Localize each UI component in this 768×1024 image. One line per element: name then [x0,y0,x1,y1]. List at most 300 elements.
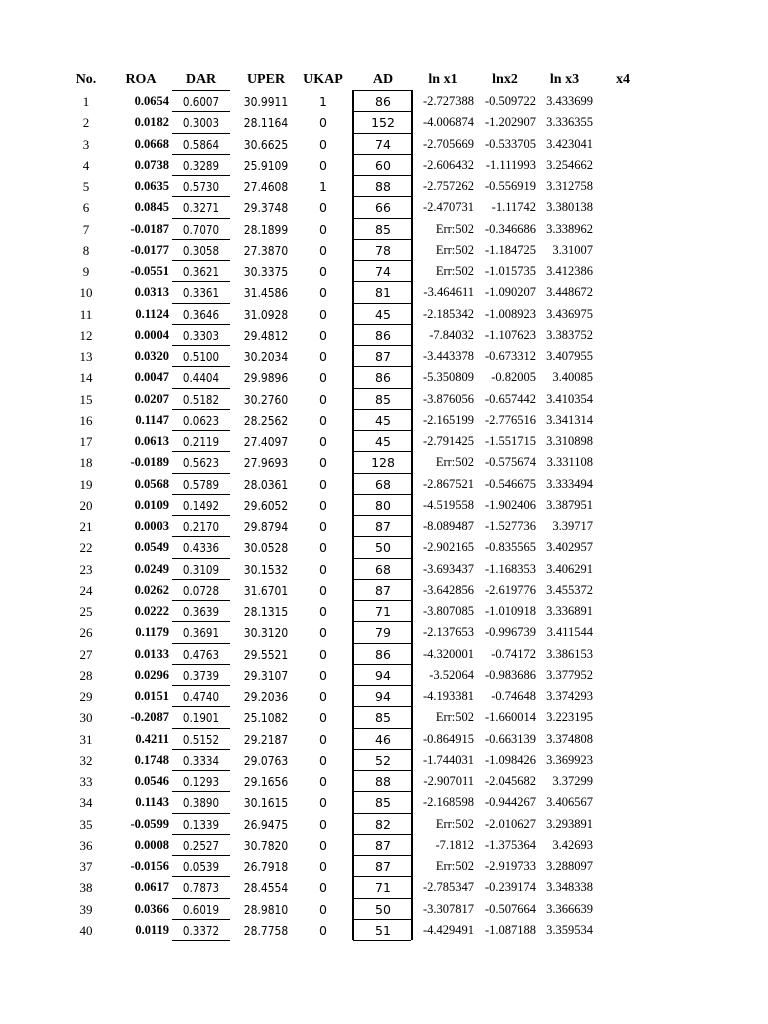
cell-lnx2: -1.087188 [484,922,536,937]
row-divider [353,685,411,686]
cell-ad: 60 [375,157,391,173]
cell-ukap: 0 [319,795,327,811]
cell-ukap: 1 [319,94,327,109]
cell-ukap: 0 [319,136,327,152]
row-divider [353,919,411,920]
cell-ukap: 0 [319,455,327,471]
row-divider [172,451,230,452]
cell-lnx3: 3.338962 [546,221,593,236]
cell-roa: 0.0654 [134,94,169,108]
row-divider [172,175,230,176]
cell-lnx2: -1.527736 [484,519,536,533]
cell-lnx1: -7.1812 [435,837,474,852]
cell-lnx1: -4.519558 [422,497,474,512]
row-divider [172,876,230,877]
cell-roa: 0.0549 [134,540,169,555]
cell-ad: 51 [375,922,391,938]
cell-lnx2: -0.82005 [491,370,536,385]
cell-dar: 0.4763 [182,646,220,662]
cell-uper: 28.0361 [243,476,289,492]
cell-ukap: 0 [319,476,327,492]
row-divider [353,281,411,282]
cell-ukap: 0 [319,391,327,407]
cell-ukap: 0 [319,667,327,683]
cell-lnx3: 3.387951 [546,497,593,512]
cell-lnx3: 3.410354 [546,391,593,406]
cell-lnx3: 3.223195 [546,710,593,725]
cell-lnx1: -2.727388 [422,94,474,108]
cell-roa: 0.0003 [134,519,169,533]
cell-roa: 0.0262 [134,582,169,597]
cell-no: 11 [79,306,93,322]
cell-lnx3: 3.359534 [546,922,593,937]
cell-lnx3: 3.336891 [546,604,593,618]
cell-lnx2: -1.375364 [484,837,536,852]
cell-ukap: 0 [319,774,327,789]
cell-uper: 28.9810 [243,901,289,917]
cell-lnx3: 3.412386 [546,264,593,278]
cell-lnx3: 3.366639 [546,901,593,916]
cell-lnx2: -2.010627 [484,816,536,831]
cell-lnx1: -3.443378 [422,349,474,363]
cell-ad: 71 [375,880,391,896]
row-divider [353,749,411,750]
cell-roa: 0.0845 [134,200,169,215]
cell-lnx2: -0.546675 [484,476,536,491]
cell-uper: 30.2760 [243,391,289,407]
header-lnx1: ln x1 [428,72,458,87]
cell-lnx3: 3.406567 [546,795,593,810]
cell-lnx1: -2.757262 [422,179,474,193]
row-divider [353,409,411,410]
cell-lnx2: -2.919733 [484,859,536,873]
cell-lnx1: -2.867521 [422,476,474,491]
cell-lnx2: -0.996739 [484,625,536,640]
cell-roa: 0.1748 [134,752,169,767]
cell-roa: 0.0222 [134,604,169,618]
table-row [0,282,768,303]
cell-no: 5 [82,179,90,194]
row-divider [172,303,230,304]
cell-dar: 0.5182 [182,391,220,407]
cell-lnx1: -3.464611 [423,285,474,300]
cell-ukap: 0 [319,221,327,237]
cell-roa: 0.0613 [134,434,169,448]
cell-lnx1: -2.785347 [422,880,474,895]
cell-uper: 28.7758 [243,922,289,938]
cell-ad: 46 [375,731,391,747]
cell-roa: 0.0320 [134,349,169,363]
row-divider [353,813,411,814]
cell-roa: 0.0109 [134,497,169,512]
cell-lnx3: 3.37299 [552,774,593,788]
table-row [0,750,768,771]
cell-uper: 26.7918 [243,859,289,874]
row-divider [353,643,411,644]
cell-no: 1 [82,94,90,109]
cell-no: 3 [82,136,90,152]
row-divider [172,940,230,941]
cell-ad: 87 [375,349,391,364]
row-divider [353,175,411,176]
cell-lnx2: -0.533705 [484,136,536,151]
cell-no: 37 [79,859,93,874]
cell-lnx2: -2.045682 [484,774,536,788]
table-row [0,686,768,707]
row-divider [172,749,230,750]
cell-roa: 0.0133 [134,646,169,661]
cell-lnx2: -0.74648 [491,689,536,703]
row-divider [353,600,411,601]
cell-lnx1: Err:502 [435,221,474,236]
cell-lnx2: -2.619776 [484,582,536,597]
cell-ukap: 0 [319,327,327,343]
cell-lnx3: 3.288097 [546,859,593,873]
cell-dar: 0.3739 [182,667,220,683]
cell-roa: 0.0546 [134,774,169,788]
table-row [0,644,768,665]
cell-lnx2: -0.575674 [484,455,536,470]
cell-roa: 0.1143 [135,795,169,810]
cell-ukap: 0 [319,816,327,832]
cell-dar: 0.5730 [182,179,220,194]
cell-lnx1: -7.84032 [429,327,474,342]
cell-lnx3: 3.377952 [546,667,593,682]
cell-uper: 25.9109 [243,157,289,173]
cell-lnx3: 3.39717 [552,519,593,533]
cell-lnx1: -2.791425 [422,434,474,448]
cell-lnx3: 3.293891 [546,816,593,831]
table-row [0,920,768,941]
cell-uper: 30.1615 [243,795,289,811]
cell-lnx2: -1.168353 [484,561,536,576]
cell-lnx2: -1.010918 [484,604,536,618]
cell-ad: 78 [375,242,391,258]
row-divider [353,133,411,134]
table-row [0,240,768,261]
row-divider [353,111,411,112]
cell-roa: 0.1147 [135,412,169,427]
cell-uper: 27.4608 [243,179,289,194]
cell-uper: 29.2187 [243,731,289,747]
cell-no: 22 [79,540,93,556]
cell-dar: 0.2170 [182,519,220,534]
row-divider [172,685,230,686]
cell-ad: 88 [375,179,391,194]
row-divider [172,366,230,367]
cell-dar: 0.3109 [182,561,220,577]
cell-uper: 29.5521 [243,646,289,662]
table-row [0,877,768,898]
table-row [0,134,768,155]
row-divider [353,303,411,304]
row-divider [353,855,411,856]
cell-dar: 0.3289 [182,157,220,173]
cell-dar: 0.1492 [182,497,220,513]
cell-lnx3: 3.333494 [546,476,593,491]
cell-lnx2: -1.111993 [485,157,536,172]
cell-ukap: 0 [319,306,327,322]
cell-dar: 0.3058 [182,242,220,258]
cell-uper: 30.3120 [243,625,289,641]
cell-lnx1: -4.320001 [422,646,474,661]
cell-no: 35 [79,816,93,832]
cell-no: 9 [82,264,90,279]
cell-roa: 0.0008 [134,837,169,852]
cell-ad: 86 [375,94,391,109]
table-row [0,410,768,431]
cell-uper: 31.6701 [243,582,289,598]
row-divider [353,154,411,155]
cell-ad: 66 [375,200,391,216]
cell-roa: -0.0177 [130,242,169,257]
cell-no: 29 [79,689,93,704]
cell-ad: 71 [375,604,391,619]
cell-lnx3: 3.331108 [546,455,593,470]
row-divider [172,558,230,559]
cell-no: 20 [79,497,93,513]
cell-ukap: 0 [319,434,327,449]
row-divider [172,643,230,644]
cell-uper: 29.6052 [243,497,289,513]
cell-uper: 28.1899 [243,221,289,237]
cell-ukap: 0 [319,625,327,641]
cell-ukap: 0 [319,901,327,917]
cell-lnx1: -3.52064 [429,667,474,682]
cell-lnx2: -1.551715 [484,434,536,448]
row-divider [172,813,230,814]
cell-ukap: 0 [319,115,327,131]
cell-roa: 0.0182 [134,115,169,130]
cell-dar: 0.2527 [182,837,220,853]
cell-uper: 28.1315 [243,604,289,619]
row-divider [172,706,230,707]
cell-roa: 0.0151 [134,689,169,703]
table-row [0,622,768,643]
cell-dar: 0.4404 [182,370,220,386]
cell-lnx3: 3.383752 [546,327,593,342]
cell-ukap: 0 [319,200,327,216]
cell-lnx3: 3.423041 [546,136,593,151]
cell-dar: 0.3271 [182,200,220,216]
cell-uper: 27.9693 [243,455,289,471]
row-divider [353,834,411,835]
cell-lnx1: -2.606432 [422,157,474,172]
row-divider [172,324,230,325]
cell-ad: 85 [375,795,391,811]
cell-ad: 86 [375,370,391,386]
cell-ad: 50 [375,540,391,556]
cell-uper: 25.1082 [243,710,289,726]
cell-lnx3: 3.310898 [546,434,593,448]
cell-lnx3: 3.448672 [546,285,593,300]
table-row [0,601,768,622]
table-row [0,197,768,218]
cell-lnx3: 3.386153 [546,646,593,661]
row-divider [172,621,230,622]
cell-dar: 0.0539 [182,859,220,874]
cell-no: 18 [79,455,93,471]
table-row [0,665,768,686]
table-header-row [0,69,768,90]
row-divider [172,388,230,389]
row-divider [353,366,411,367]
cell-uper: 30.0528 [243,540,289,556]
cell-roa: 0.0249 [134,561,169,576]
cell-uper: 28.1164 [243,115,289,131]
cell-lnx1: -2.902165 [422,540,474,555]
cell-no: 12 [79,327,93,343]
row-divider [353,579,411,580]
row-divider [172,260,230,261]
table-row [0,537,768,558]
cell-uper: 26.9475 [243,816,289,832]
cell-ad: 85 [375,710,391,726]
header-ad: AD [372,72,394,87]
cell-roa: 0.0568 [134,476,169,491]
row-divider [172,919,230,920]
cell-dar: 0.3372 [182,922,220,938]
header-no: No. [75,72,97,87]
table-row [0,559,768,580]
cell-lnx2: -1.107623 [484,327,536,342]
cell-roa: 0.0617 [134,880,169,895]
cell-ukap: 0 [319,922,327,938]
cell-uper: 31.0928 [243,306,289,322]
cell-dar: 0.6019 [182,901,220,917]
row-divider [353,515,411,516]
cell-dar: 0.5623 [182,455,220,471]
cell-ukap: 0 [319,859,327,874]
row-divider [172,791,230,792]
cell-no: 30 [79,710,93,726]
cell-ad: 45 [375,306,391,322]
cell-roa: 0.4211 [135,731,169,746]
cell-lnx1: -3.807085 [422,604,474,618]
row-divider [172,473,230,474]
row-divider [353,898,411,899]
cell-dar: 0.3303 [182,327,220,343]
cell-dar: 0.1901 [182,710,220,726]
table-row [0,431,768,452]
cell-dar: 0.1339 [182,816,220,832]
cell-no: 8 [82,242,90,258]
cell-no: 25 [79,604,93,619]
cell-roa: 0.0366 [134,901,169,916]
cell-dar: 0.1293 [182,774,220,789]
cell-roa: 0.0296 [134,667,169,682]
cell-lnx2: -1.098426 [484,752,536,767]
cell-ad: 86 [375,646,391,662]
row-divider [353,451,411,452]
row-divider [353,770,411,771]
row-divider [353,494,411,495]
row-divider [353,239,411,240]
row-divider [172,664,230,665]
header-x4: x4 [616,72,630,87]
cell-lnx2: -0.239174 [484,880,536,895]
cell-ukap: 0 [319,752,327,768]
cell-lnx2: -0.507664 [484,901,536,916]
row-divider [353,536,411,537]
row-divider [353,876,411,877]
cell-lnx3: 3.348338 [546,880,593,895]
cell-ukap: 0 [319,285,327,301]
cell-dar: 0.7070 [182,221,220,237]
cell-uper: 28.2562 [243,412,289,428]
cell-lnx3: 3.40085 [552,370,593,385]
row-divider [353,430,411,431]
cell-no: 7 [82,221,90,237]
row-divider [353,664,411,665]
cell-no: 10 [79,285,93,301]
cell-roa: 0.0004 [134,327,169,342]
cell-dar: 0.3361 [182,285,220,301]
header-ukap: UKAP [303,72,343,87]
cell-uper: 29.0763 [243,752,289,768]
cell-lnx1: Err:502 [435,859,474,873]
cell-roa: -0.0599 [130,816,169,831]
cell-roa: 0.0668 [134,136,169,151]
cell-lnx2: -1.090207 [484,285,536,300]
cell-dar: 0.3890 [182,795,220,811]
cell-uper: 27.3870 [243,242,289,258]
row-divider [172,111,230,112]
cell-ad: 86 [375,327,391,343]
row-divider [353,196,411,197]
table-row [0,176,768,197]
cell-ukap: 0 [319,731,327,747]
table-row [0,325,768,346]
cell-uper: 31.4586 [243,285,289,301]
cell-ukap: 0 [319,604,327,619]
row-divider [172,218,230,219]
cell-lnx2: -0.346686 [484,221,536,236]
cell-lnx1: -4.193381 [422,689,474,703]
row-divider [353,260,411,261]
cell-ukap: 0 [319,582,327,598]
row-divider [353,218,411,219]
cell-ukap: 0 [319,242,327,258]
header-lnx2: lnx2 [492,72,518,87]
table-row [0,516,768,537]
cell-ukap: 0 [319,370,327,386]
cell-lnx2: -0.74172 [491,646,536,661]
table-row [0,792,768,813]
cell-ad: 52 [375,752,391,768]
cell-ad: 68 [375,561,391,577]
cell-roa: 0.1179 [135,625,169,640]
cell-lnx3: 3.336355 [546,115,593,130]
cell-lnx3: 3.374808 [546,731,593,746]
cell-ad: 152 [371,115,395,131]
cell-lnx1: -3.642856 [422,582,474,597]
cell-no: 32 [79,752,93,768]
row-divider [172,90,230,91]
cell-no: 2 [82,115,90,131]
table-row [0,771,768,792]
cell-ad: 81 [375,285,391,301]
table-row [0,155,768,176]
column-border [411,90,413,940]
cell-roa: -0.0156 [130,859,169,873]
row-divider [172,728,230,729]
cell-uper: 28.4554 [243,880,289,896]
table-row [0,835,768,856]
cell-uper: 30.1532 [243,561,289,577]
cell-dar: 0.2119 [182,434,220,449]
cell-no: 24 [79,582,93,598]
